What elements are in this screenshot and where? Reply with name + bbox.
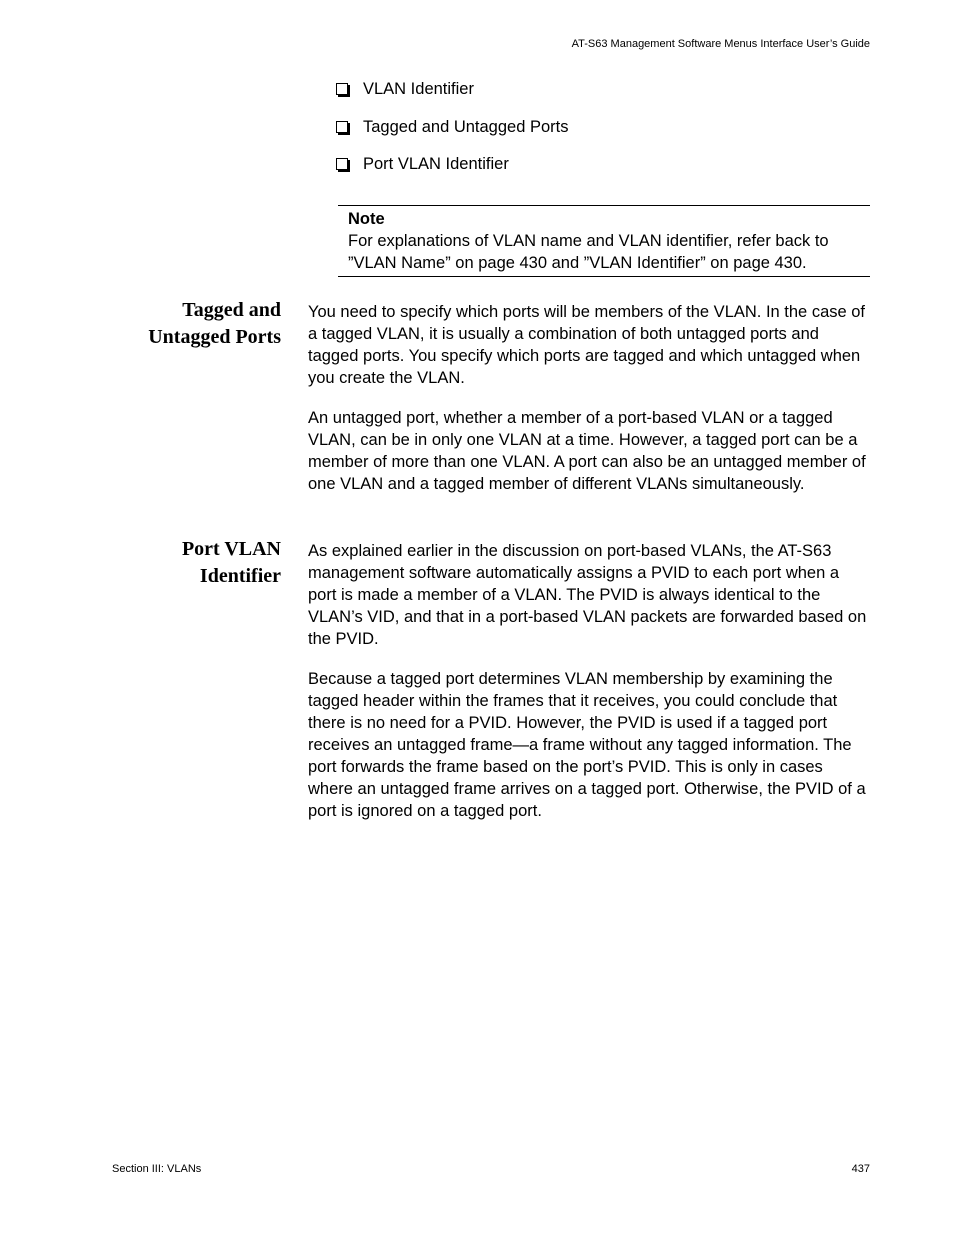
section-heading-line: Untagged Ports [148,326,281,348]
checkbox-bullet-icon [336,83,348,95]
paragraph: Because a tagged port determines VLAN membership by examining the tagged header within the frames that it receives, you could conclude that there is no need for a PVID. However, the PVID is used if a tagged port receives an untagged frame—a frame without any tagged information. The port forwards the frame based on the port’s PVID. This is only in cases where an untagged frame arrives on a tagged port. Otherwise, the PVID of a port is ignored on a tagged port. [308,670,866,820]
note-box [338,205,870,277]
checkbox-bullet-icon [336,121,348,133]
checklist-item [336,153,569,191]
paragraph: As explained earlier in the discussion on port-based VLANs, the AT-S63 management software automatically assigns a PVID to each port when a port is made a member of a VLAN. The PVID is always identical to the VLAN’s VID, and that in a port-based VLAN packets are forwarded based on the PVID. [308,542,867,648]
topic-checklist [336,78,569,191]
checklist-item-label: Tagged and Untagged Ports [363,117,569,136]
note-text-line: For explanations of VLAN name and VLAN identifier, refer back to [348,232,829,250]
paragraph: An untagged port, whether a member of a port-based VLAN or a tagged VLAN, can be in only one VLAN at a time. However, a tagged port can be a member of more than one VLAN. A port can also be an untagged member of one VLAN and a tagged member of different VLANs simultaneously. [308,409,866,493]
running-header-title: AT-S63 Management Software Menus Interface User’s Guide [571,38,870,50]
note-text-line: ”VLAN Name” on page 430 and ”VLAN Identifier” on page 430. [348,254,807,272]
section-heading-port-vlan-identifier [81,536,281,590]
checklist-item [336,116,569,154]
checklist-item [336,78,569,116]
checkbox-bullet-icon [336,158,348,170]
footer-section-label: Section III: VLANs [112,1163,202,1175]
note-heading: Note [348,210,385,228]
section-heading-tagged-untagged-ports [81,297,281,351]
section-heading-line: Identifier [199,565,281,587]
section-heading-line: Tagged and [182,299,281,321]
checklist-item-label: Port VLAN Identifier [363,155,509,173]
checklist-item-label: VLAN Identifier [363,80,474,98]
page-number: 437 [851,1163,870,1175]
paragraph: You need to specify which ports will be members of the VLAN. In the case of a tagged VLAN, it is usually a combination of both untagged ports and tagged ports. You specify which ports are tagged and which untagged when you create the VLAN. [308,303,866,387]
section-heading-line: Port VLAN [181,538,281,560]
